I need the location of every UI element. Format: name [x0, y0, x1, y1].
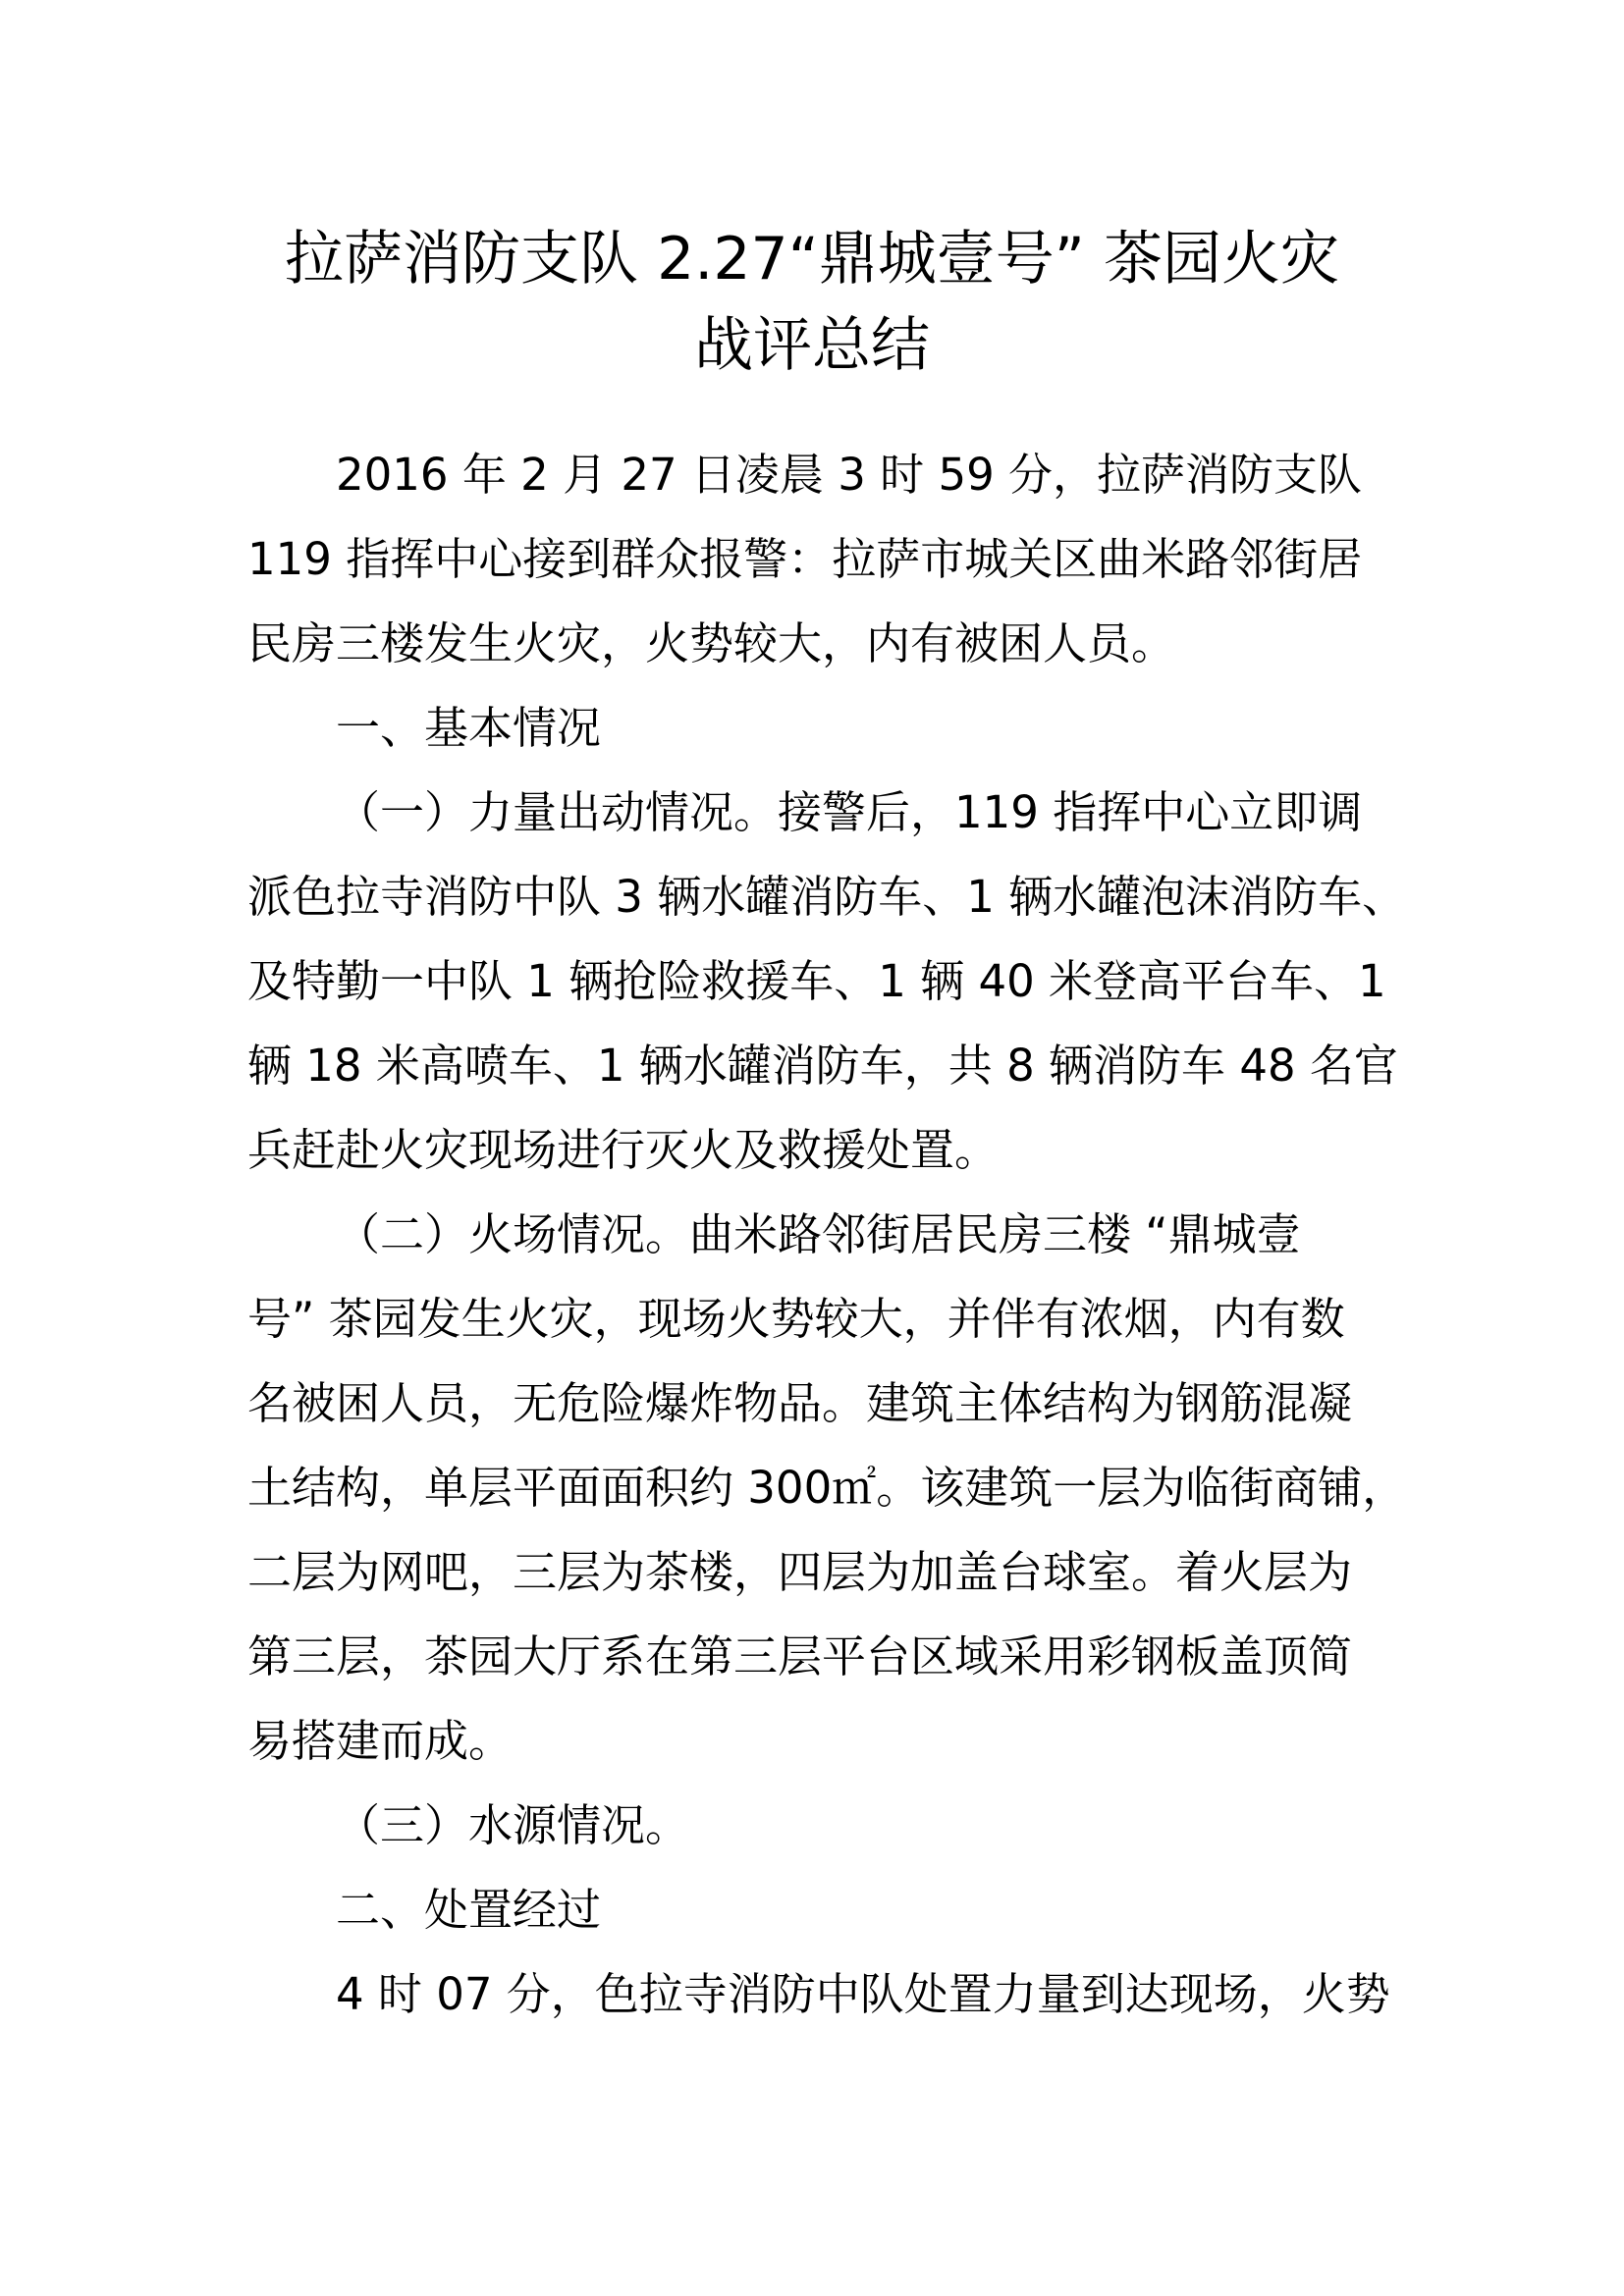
- paragraph-fire-scene-line-7: 易搭建而成。: [247, 1715, 514, 1767]
- paragraph-fire-scene-line-4: 土结构，单层平面面积约 300㎡。该建筑一层为临街商铺，: [247, 1462, 1407, 1514]
- section-heading-handling-process: 二、处置经过: [336, 1884, 602, 1936]
- paragraph-forces-line-1: （一）力量出动情况。接警后，119 指挥中心立即调: [336, 786, 1363, 838]
- paragraph-forces-line-5: 兵赶赴火灾现场进行灭火及救援处置。: [247, 1124, 1000, 1176]
- paragraph-forces-line-3: 及特勤一中队 1 辆抢险救援车、1 辆 40 米登高平台车、1: [247, 955, 1386, 1007]
- title-line-2: 战评总结: [694, 311, 930, 380]
- paragraph-intro-line-3: 民房三楼发生火灾，火势较大，内有被困人员。: [247, 617, 1176, 669]
- paragraph-fire-scene-line-1: （二）火场情况。曲米路邻街居民房三楼 “鼎城壹: [336, 1208, 1301, 1260]
- paragraph-fire-scene-line-5: 二层为网吧，三层为茶楼，四层为加盖台球室。着火层为: [247, 1546, 1353, 1598]
- paragraph-handling-line-1: 4 时 07 分，色拉寺消防中队处置力量到达现场，火势: [336, 1968, 1390, 2020]
- document-title: [247, 216, 1377, 389]
- paragraph-intro-line-1: 2016 年 2 月 27 日凌晨 3 时 59 分，拉萨消防支队: [336, 449, 1363, 501]
- paragraph-fire-scene-line-6: 第三层，茶园大厅系在第三层平台区域采用彩钢板盖顶简: [247, 1630, 1353, 1682]
- paragraph-fire-scene-line-2: 号” 茶园发生火灾，现场火势较大，并伴有浓烟，内有数: [247, 1293, 1345, 1345]
- section-heading-basic-info: 一、基本情况: [336, 702, 602, 754]
- paragraph-intro-line-2: 119 指挥中心接到群众报警：拉萨市城关区曲米路邻街居: [247, 533, 1363, 585]
- paragraph-water-source: （三）水源情况。: [336, 1799, 690, 1851]
- paragraph-fire-scene-line-3: 名被困人员，无危险爆炸物品。建筑主体结构为钢筋混凝: [247, 1377, 1353, 1429]
- title-line-1: 拉萨消防支队 2.27“鼎城壹号” 茶园火灾: [285, 225, 1339, 294]
- paragraph-forces-line-4: 辆 18 米高喷车、1 辆水罐消防车，共 8 辆消防车 48 名官: [247, 1040, 1398, 1092]
- paragraph-forces-line-2: 派色拉寺消防中队 3 辆水罐消防车、1 辆水罐泡沫消防车、: [247, 871, 1407, 923]
